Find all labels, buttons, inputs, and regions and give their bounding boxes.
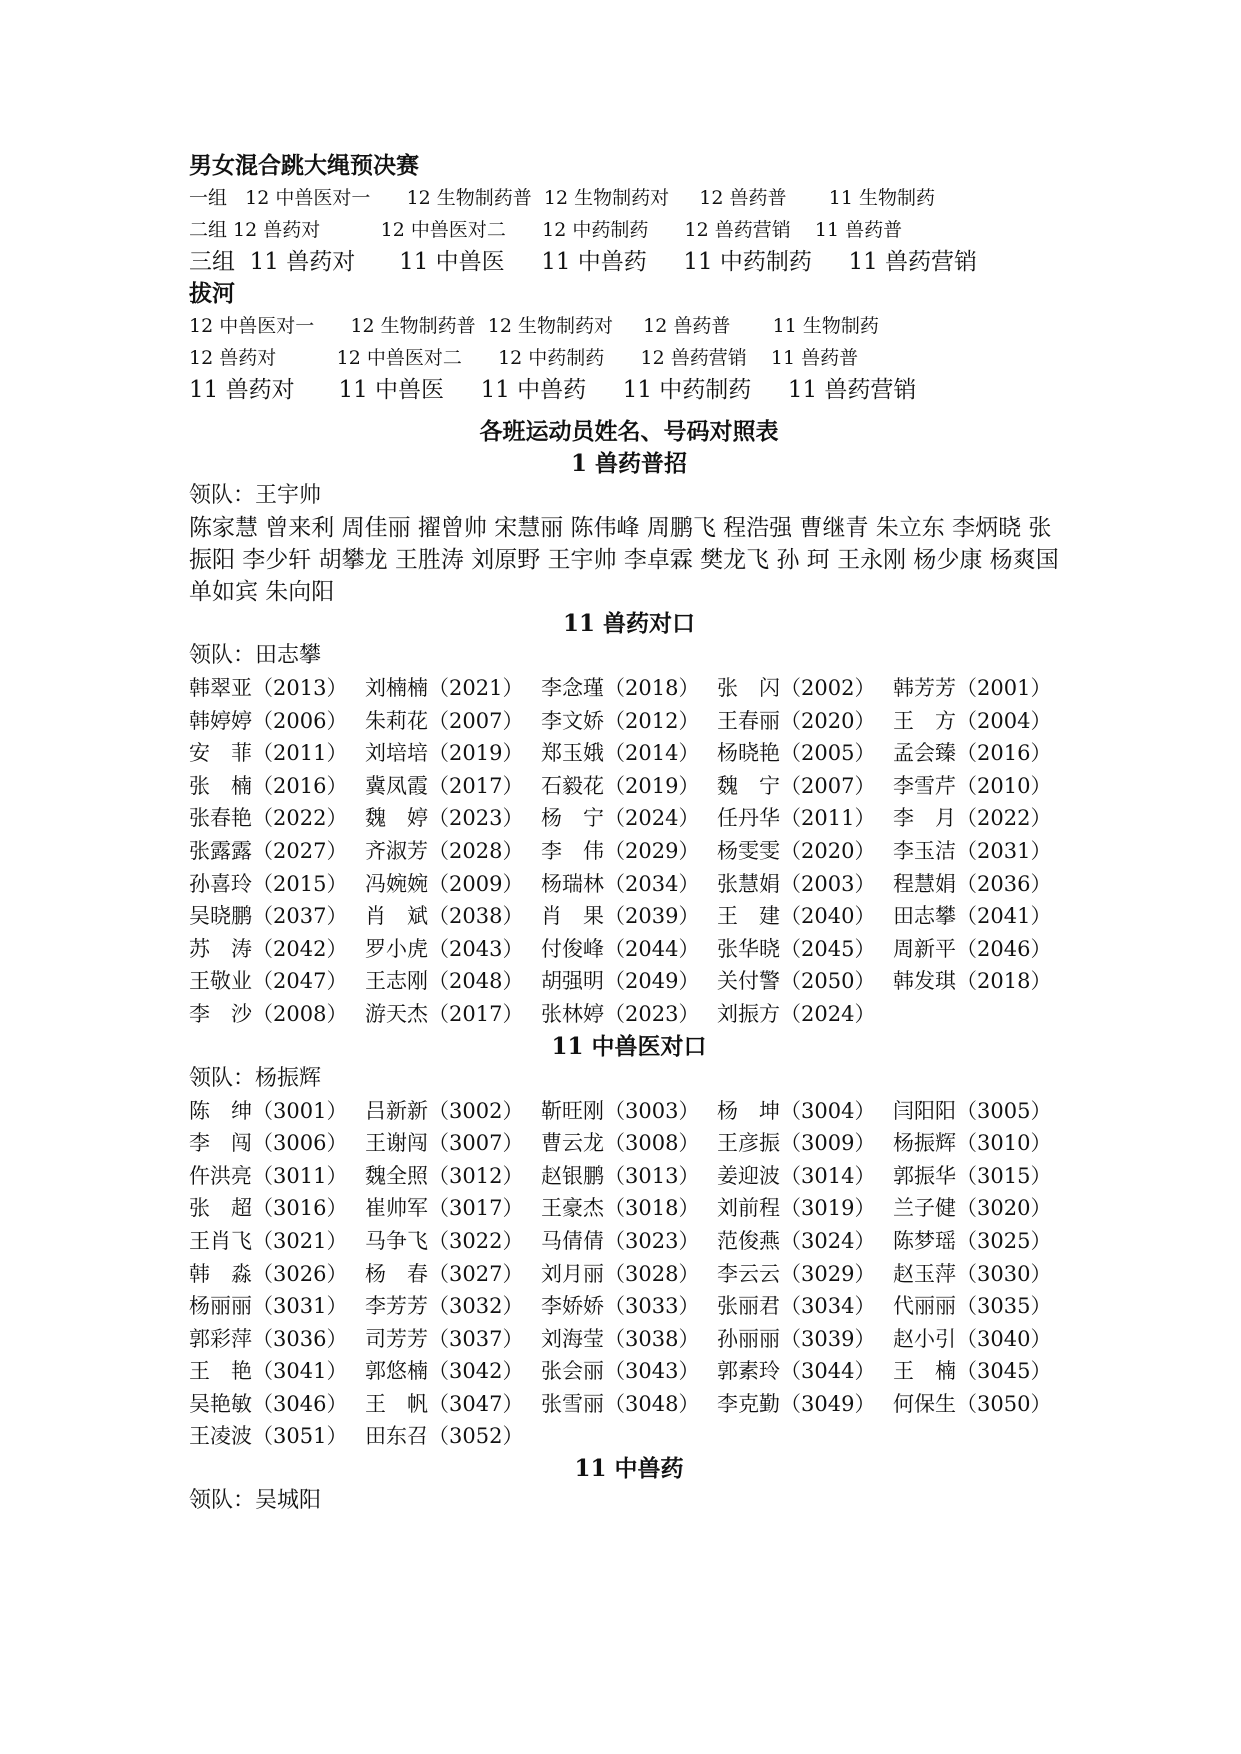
athlete-entry: 李雪芹（2010） — [893, 773, 1052, 798]
athlete-entry: 司芳芳（3037） — [365, 1326, 524, 1351]
athlete-entry: 胡强明（2049） — [541, 969, 700, 994]
tug-of-war-group-1: 12 中兽医对一 12 生物制药普 12 生物制药对 12 兽药普 11 生物制药 — [189, 315, 879, 337]
leader-name: 杨振辉 — [255, 1065, 322, 1091]
athlete-entry: 张会丽（3043） — [541, 1359, 700, 1384]
athlete-entry: 王凌波（3051） — [189, 1424, 348, 1449]
athlete-entry: 王 方（2004） — [893, 708, 1052, 733]
athlete-entry: 苏 涛（2042） — [189, 936, 348, 961]
athlete-entry: 石毅花（2019） — [541, 773, 700, 798]
athlete-entry: 王肖飞（3021） — [189, 1228, 348, 1253]
athlete-entry: 李 闯（3006） — [189, 1131, 348, 1156]
athlete-entry: 冀凤霞（2017） — [365, 773, 524, 798]
athlete-entry: 何保生（3050） — [893, 1391, 1052, 1416]
athlete-entry: 杨瑞林（2034） — [541, 871, 700, 896]
leader-name: 王宇帅 — [255, 483, 322, 508]
athlete-entry: 李文娇（2012） — [541, 708, 700, 733]
athlete-entry: 孙喜玲（2015） — [189, 871, 348, 896]
leader-label: 领队： — [189, 1488, 256, 1514]
athlete-entry: 刘培培（2019） — [365, 741, 524, 766]
athlete-entry: 吴晓鹏（2037） — [189, 904, 348, 929]
athlete-entry: 孟会臻（2016） — [893, 741, 1052, 766]
athlete-entry: 任丹华（2011） — [717, 806, 876, 831]
athlete-entry: 张丽君（3034） — [717, 1294, 876, 1319]
athlete-entry: 付俊峰（2044） — [541, 936, 700, 961]
athlete-entry: 张慧娟（2003） — [717, 871, 876, 896]
athlete-entry: 游天杰（2017） — [365, 1001, 524, 1026]
athlete-entry: 刘振方（2024） — [717, 1001, 876, 1026]
class-title: 11 中兽药 — [574, 1455, 684, 1483]
athlete-entry: 田东召（3052） — [365, 1424, 524, 1449]
athlete-list: 陈家慧 曾来利 周佳丽 擢曾帅 宋慧丽 陈伟峰 周鹏飞 程浩强 曹继青 朱立东 李炳晓 张振阳 李少轩 胡攀龙 王胜涛 刘原野 王宇帅 李卓霖 樊龙飞 孙 珂 王永刚 杨少康 杨爽国 单如宾 朱向阳 — [189, 515, 1059, 605]
athlete-entry: 杨雯雯（2020） — [717, 838, 876, 863]
athlete-entry: 朱莉花（2007） — [365, 708, 524, 733]
athlete-entry: 陈梦瑶（3025） — [893, 1228, 1052, 1253]
athlete-entry: 郭彩萍（3036） — [189, 1326, 348, 1351]
tug-of-war-group-3: 11 兽药对 11 中兽医 11 中兽药 11 中药制药 11 兽药营销 — [189, 377, 917, 403]
athlete-entry: 吴艳敏（3046） — [189, 1391, 348, 1416]
athlete-entry: 刘楠楠（2021） — [365, 676, 524, 700]
team-leader — [189, 1485, 1069, 1517]
athlete-entry: 杨 坤（3004） — [717, 1098, 876, 1123]
athlete-entry: 周新平（2046） — [893, 936, 1052, 961]
athlete-entry: 张华晓（2045） — [717, 936, 876, 961]
team-leader — [189, 1063, 1069, 1095]
athlete-entry: 杨 宁（2024） — [541, 806, 700, 831]
athlete-entry: 张林婷（2023） — [541, 1001, 700, 1026]
athlete-entry: 刘前程（3019） — [717, 1196, 876, 1221]
athlete-entry: 魏全照（3012） — [365, 1163, 524, 1188]
athlete-entry: 张 超（3016） — [189, 1196, 348, 1221]
athlete-entry: 马倩倩（3023） — [541, 1228, 700, 1253]
athlete-entry: 范俊燕（3024） — [717, 1228, 876, 1253]
jump-rope-group-2: 二组 12 兽药对 12 中兽医对二 12 中药制药 12 兽药营销 11 兽药普 — [189, 219, 903, 241]
athlete-entry: 赵玉萍（3030） — [893, 1261, 1052, 1286]
athlete-entry: 韩发琪（2018） — [893, 969, 1052, 994]
athlete-entry: 赵小引（3040） — [893, 1326, 1052, 1351]
athlete-entry: 李 沙（2008） — [189, 1001, 348, 1026]
class-title: 11 兽药对口 — [562, 610, 695, 637]
athlete-entry: 赵银鹏（3013） — [541, 1163, 700, 1188]
athlete-entry: 李 伟（2029） — [541, 838, 700, 863]
athlete-entry: 王谢闯（3007） — [365, 1131, 524, 1156]
athlete-entry: 魏 婷（2023） — [365, 806, 524, 831]
athlete-entry: 郑玉娥（2014） — [541, 741, 700, 766]
roster-title: 各班运动员姓名、号码对照表 — [479, 418, 779, 445]
athlete-entry: 罗小虎（2043） — [365, 936, 524, 961]
athlete-entry: 安 菲（2011） — [189, 741, 348, 766]
athlete-entry: 齐淑芳（2028） — [365, 838, 524, 863]
leader-label: 领队： — [189, 643, 256, 668]
athlete-entry: 张 楠（2016） — [189, 773, 348, 798]
athlete-entry: 冯婉婉（2009） — [365, 871, 524, 896]
leader-name: 田志攀 — [255, 643, 322, 668]
athlete-entry: 杨晓艳（2005） — [717, 741, 876, 766]
athlete-entry: 杨振辉（3010） — [893, 1131, 1052, 1156]
athlete-entry: 张露露（2027） — [189, 838, 348, 863]
athlete-entry: 闫阳阳（3005） — [893, 1098, 1052, 1123]
athlete-entry: 张 闪（2002） — [717, 676, 876, 700]
athlete-entry: 韩婷婷（2006） — [189, 708, 348, 733]
athlete-entry: 李念瑾（2018） — [541, 676, 700, 700]
athlete-entry: 李娇娇（3033） — [541, 1294, 700, 1319]
team-leader — [189, 480, 1069, 512]
athlete-entry: 韩翠亚（2013） — [189, 676, 348, 700]
class-title: 1 兽药普招 — [570, 450, 687, 477]
athlete-entry: 杨丽丽（3031） — [189, 1294, 348, 1319]
tug-of-war-title: 拔河 — [189, 280, 235, 307]
athlete-entry: 仵洪亮（3011） — [189, 1163, 348, 1188]
athlete-entry: 张雪丽（3048） — [541, 1391, 700, 1416]
athlete-entry: 李 月（2022） — [893, 806, 1052, 831]
athlete-entry: 陈 绅（3001） — [189, 1098, 348, 1123]
athlete-entry: 李玉洁（2031） — [893, 838, 1052, 863]
athlete-entry: 兰子健（3020） — [893, 1196, 1052, 1221]
athlete-entry: 王彦振（3009） — [717, 1131, 876, 1156]
tug-of-war-group-2: 12 兽药对 12 中兽医对二 12 中药制药 12 兽药营销 11 兽药普 — [189, 347, 859, 369]
athlete-entry: 程慧娟（2036） — [893, 871, 1052, 896]
jump-rope-title: 男女混合跳大绳预决赛 — [189, 152, 419, 179]
athlete-entry: 李芳芳（3032） — [365, 1294, 524, 1319]
athlete-entry: 郭悠楠（3042） — [365, 1359, 524, 1384]
team-leader — [189, 640, 1069, 672]
athlete-entry: 王春丽（2020） — [717, 708, 876, 733]
athlete-entry: 韩芳芳（2001） — [893, 676, 1052, 700]
athlete-entry: 郭素玲（3044） — [717, 1359, 876, 1384]
athlete-entry: 关付警（2050） — [717, 969, 876, 994]
athlete-grid — [189, 672, 1069, 1031]
athlete-entry: 王 楠（3045） — [893, 1359, 1052, 1384]
athlete-grid — [189, 1095, 1069, 1454]
leader-name: 吴城阳 — [255, 1488, 322, 1514]
athlete-entry: 杨 春（3027） — [365, 1261, 524, 1286]
jump-rope-group-3: 三组 11 兽药对 11 中兽医 11 中兽药 11 中药制药 11 兽药营销 — [189, 249, 978, 275]
athlete-entry: 王志刚（2048） — [365, 969, 524, 994]
athlete-entry: 田志攀（2041） — [893, 904, 1052, 929]
document-content — [189, 150, 1069, 1517]
athlete-entry: 代丽丽（3035） — [893, 1294, 1052, 1319]
athlete-entry: 姜迎波（3014） — [717, 1163, 876, 1188]
athlete-entry: 王 建（2040） — [717, 904, 876, 929]
athlete-entry: 王 帆（3047） — [365, 1391, 524, 1416]
athlete-entry: 李云云（3029） — [717, 1261, 876, 1286]
athlete-entry: 孙丽丽（3039） — [717, 1326, 876, 1351]
athlete-entry: 曹云龙（3008） — [541, 1131, 700, 1156]
athlete-entry: 王豪杰（3018） — [541, 1196, 700, 1221]
athlete-entry: 吕新新（3002） — [365, 1098, 524, 1123]
athlete-entry: 韩 淼（3026） — [189, 1261, 348, 1286]
athlete-entry: 李克勤（3049） — [717, 1391, 876, 1416]
leader-label: 领队： — [189, 1065, 256, 1091]
athlete-entry: 王 艳（3041） — [189, 1359, 348, 1384]
athlete-entry: 靳旺刚（3003） — [541, 1098, 700, 1123]
athlete-entry: 马争飞（3022） — [365, 1228, 524, 1253]
jump-rope-group-1: 一组 12 中兽医对一 12 生物制药普 12 生物制药对 12 兽药普 11 生物制药 — [189, 187, 935, 209]
athlete-entry: 刘月丽（3028） — [541, 1261, 700, 1286]
athlete-entry: 崔帅军（3017） — [365, 1196, 524, 1221]
athlete-entry: 刘海莹（3038） — [541, 1326, 700, 1351]
athlete-entry: 肖 斌（2038） — [365, 904, 524, 929]
athlete-entry: 魏 宁（2007） — [717, 773, 876, 798]
class-title: 11 中兽医对口 — [551, 1032, 707, 1060]
athlete-entry: 肖 果（2039） — [541, 904, 700, 929]
athlete-entry: 郭振华（3015） — [893, 1163, 1052, 1188]
athlete-entry: 张春艳（2022） — [189, 806, 348, 831]
athlete-entry: 王敬业（2047） — [189, 969, 348, 994]
leader-label: 领队： — [189, 483, 256, 508]
